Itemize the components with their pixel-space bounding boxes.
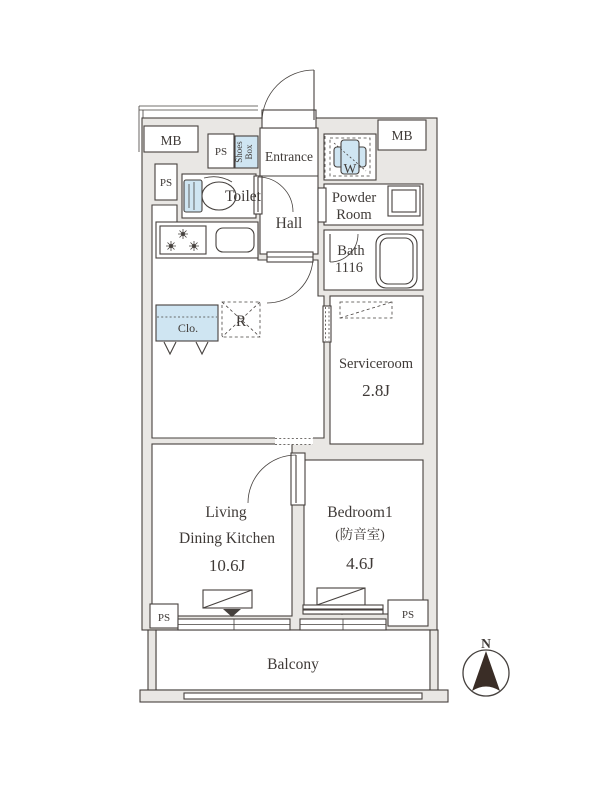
compass-icon bbox=[463, 650, 509, 696]
bedroom-door-opening bbox=[291, 453, 305, 505]
powder-room-label-2: Room bbox=[336, 207, 372, 223]
powder-door-opening bbox=[318, 188, 326, 222]
bedroom-label: Bedroom1 bbox=[327, 504, 393, 521]
ps-bottom-right-label: PS bbox=[401, 609, 415, 621]
mb-right-label: MB bbox=[391, 128, 413, 143]
kitchen-sink bbox=[216, 228, 254, 252]
balcony-wall-left bbox=[148, 630, 156, 692]
ldk-label-1: Living bbox=[205, 504, 247, 521]
ldk-size-label: 10.6J bbox=[208, 556, 246, 575]
balcony-drain bbox=[184, 693, 422, 699]
entrance-recess bbox=[262, 110, 316, 128]
compass-north-label: N bbox=[481, 636, 491, 651]
bedroom-note-label: (防音室) bbox=[335, 527, 385, 542]
bedroom-size-label: 4.6J bbox=[346, 554, 374, 573]
ps-bottom-left-label: PS bbox=[157, 612, 171, 624]
toilet-label: Toilet bbox=[225, 188, 261, 205]
entrance-hall-floor bbox=[260, 128, 318, 254]
bathtub-inner bbox=[380, 238, 413, 284]
balcony-label: Balcony bbox=[267, 656, 319, 673]
washer-label: W bbox=[343, 161, 357, 176]
powder-room-label-1: Powder bbox=[331, 190, 377, 206]
balcony-wall-right bbox=[430, 630, 438, 692]
closet-label: Clo. bbox=[177, 321, 199, 335]
serviceroom-opening bbox=[323, 306, 331, 342]
serviceroom-label: Serviceroom bbox=[338, 356, 414, 372]
fridge-label: R bbox=[235, 313, 247, 330]
ldk-label-2: Dining Kitchen bbox=[179, 530, 275, 547]
shoes-box-label-1: Shoes bbox=[234, 141, 244, 163]
shoes-box-label-2: Box bbox=[244, 144, 254, 160]
ps-top-label: PS bbox=[214, 146, 228, 158]
washbasin-inner bbox=[392, 190, 416, 212]
hall-label: Hall bbox=[275, 215, 303, 232]
bath-label-2: 1116 bbox=[335, 260, 363, 276]
serviceroom-size-label: 2.8J bbox=[362, 381, 390, 400]
entrance-label: Entrance bbox=[265, 149, 313, 164]
bath-label-1: Bath bbox=[337, 243, 365, 259]
toilet-tank bbox=[184, 180, 202, 212]
ps-left-label: PS bbox=[159, 177, 173, 189]
mb-left-label: MB bbox=[160, 133, 182, 148]
window-ldk bbox=[178, 619, 290, 630]
